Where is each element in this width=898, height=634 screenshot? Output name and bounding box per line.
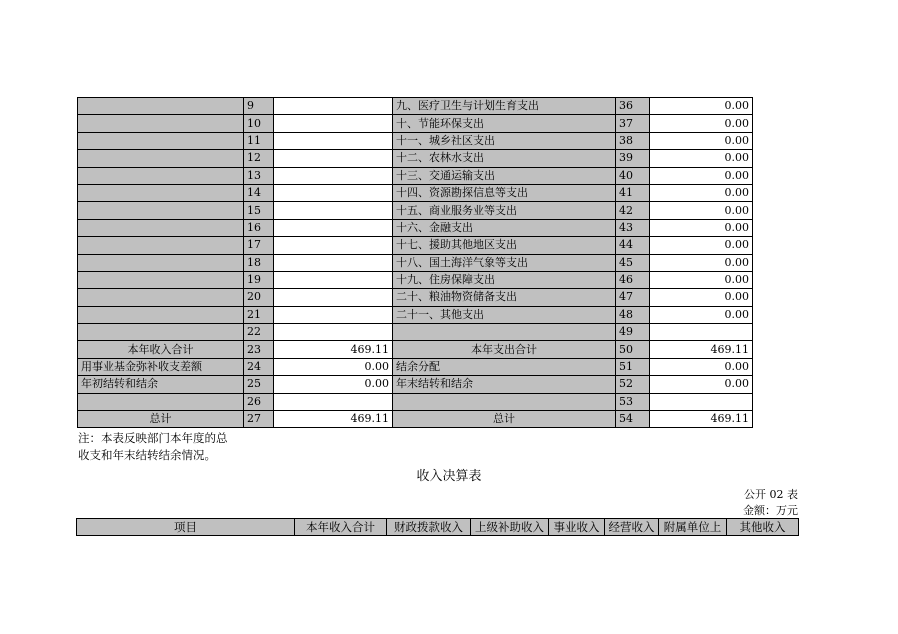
income-item-label <box>78 219 244 236</box>
income-item-label <box>78 237 244 254</box>
expenditure-amount: 0.00 <box>650 289 753 306</box>
income-line-number: 15 <box>244 202 274 219</box>
expenditure-item-label: 总计 <box>393 411 616 428</box>
column-header: 经营收入 <box>605 519 659 536</box>
income-amount <box>274 324 393 341</box>
expenditure-item-label: 十一、城乡社区支出 <box>393 132 616 149</box>
note-line-2: 收支和年末结转结余情况。 <box>78 448 216 462</box>
table-row <box>78 115 753 132</box>
table-row <box>78 341 753 358</box>
expenditure-item-label: 二十一、其他支出 <box>393 306 616 323</box>
expenditure-amount: 469.11 <box>650 411 753 428</box>
income-amount <box>274 184 393 201</box>
expenditure-amount: 0.00 <box>650 150 753 167</box>
expenditure-line-number: 40 <box>616 167 650 184</box>
expenditure-line-number: 43 <box>616 219 650 236</box>
expenditure-item-label: 结余分配 <box>393 358 616 375</box>
expenditure-item-label: 九、医疗卫生与计划生育支出 <box>393 98 616 115</box>
income-item-label <box>78 289 244 306</box>
income-amount: 0.00 <box>274 376 393 393</box>
expenditure-item-label: 年末结转和结余 <box>393 376 616 393</box>
income-amount: 0.00 <box>274 358 393 375</box>
table-row <box>78 202 753 219</box>
expenditure-item-label: 十、节能环保支出 <box>393 115 616 132</box>
expenditure-line-number: 54 <box>616 411 650 428</box>
header-row <box>77 519 799 536</box>
income-table-title: 收入决算表 <box>416 469 482 484</box>
table-note <box>78 430 228 464</box>
income-line-number: 16 <box>244 219 274 236</box>
income-item-label <box>78 393 244 410</box>
income-item-label: 年初结转和结余 <box>78 376 244 393</box>
income-amount <box>274 132 393 149</box>
expenditure-amount: 0.00 <box>650 184 753 201</box>
expenditure-amount: 0.00 <box>650 358 753 375</box>
expenditure-amount <box>650 393 753 410</box>
expenditure-line-number: 51 <box>616 358 650 375</box>
column-header: 财政拨款收入 <box>387 519 471 536</box>
table-row <box>78 167 753 184</box>
table-row <box>78 184 753 201</box>
column-header: 其他收入 <box>727 519 799 536</box>
income-item-label <box>78 202 244 219</box>
income-amount <box>274 219 393 236</box>
income-item-label <box>78 150 244 167</box>
table-row <box>78 132 753 149</box>
income-amount <box>274 393 393 410</box>
expenditure-amount: 0.00 <box>650 254 753 271</box>
income-item-label <box>78 184 244 201</box>
expenditure-amount: 469.11 <box>650 341 753 358</box>
income-line-number: 19 <box>244 271 274 288</box>
expenditure-amount: 0.00 <box>650 376 753 393</box>
table-row <box>78 150 753 167</box>
income-item-label: 总计 <box>78 411 244 428</box>
income-item-label: 用事业基金弥补收支差额 <box>78 358 244 375</box>
income-amount: 469.11 <box>274 341 393 358</box>
table-row <box>78 219 753 236</box>
income-amount <box>274 167 393 184</box>
note-line-1: 注：本表反映部门本年度的总 <box>78 431 228 445</box>
income-item-label <box>78 115 244 132</box>
expenditure-amount: 0.00 <box>650 132 753 149</box>
table-row <box>78 306 753 323</box>
table-row <box>78 324 753 341</box>
income-item-label <box>78 324 244 341</box>
income-line-number: 13 <box>244 167 274 184</box>
income-amount: 469.11 <box>274 411 393 428</box>
income-line-number: 21 <box>244 306 274 323</box>
table-row <box>78 411 753 428</box>
expenditure-line-number: 45 <box>616 254 650 271</box>
table-row <box>78 393 753 410</box>
income-amount <box>274 98 393 115</box>
expenditure-amount: 0.00 <box>650 115 753 132</box>
income-item-label <box>78 167 244 184</box>
income-line-number: 17 <box>244 237 274 254</box>
expenditure-line-number: 44 <box>616 237 650 254</box>
expenditure-line-number: 39 <box>616 150 650 167</box>
column-header: 事业收入 <box>549 519 605 536</box>
income-item-label <box>78 306 244 323</box>
expenditure-amount: 0.00 <box>650 98 753 115</box>
expenditure-item-label <box>393 393 616 410</box>
expenditure-amount: 0.00 <box>650 219 753 236</box>
income-amount <box>274 254 393 271</box>
income-line-number: 24 <box>244 358 274 375</box>
expenditure-line-number: 41 <box>616 184 650 201</box>
income-table-header <box>76 518 799 536</box>
expenditure-amount <box>650 324 753 341</box>
expenditure-line-number: 46 <box>616 271 650 288</box>
income-line-number: 18 <box>244 254 274 271</box>
expenditure-line-number: 49 <box>616 324 650 341</box>
expenditure-item-label: 十三、交通运输支出 <box>393 167 616 184</box>
expenditure-item-label: 十五、商业服务业等支出 <box>393 202 616 219</box>
income-item-label <box>78 254 244 271</box>
expenditure-item-label: 本年支出合计 <box>393 341 616 358</box>
income-item-label <box>78 132 244 149</box>
form-number: 公开 02 表 <box>744 488 798 501</box>
income-line-number: 27 <box>244 411 274 428</box>
column-header: 本年收入合计 <box>295 519 387 536</box>
column-header: 项目 <box>77 519 295 536</box>
expenditure-line-number: 42 <box>616 202 650 219</box>
amount-unit: 金额：万元 <box>743 504 798 517</box>
expenditure-item-label <box>393 324 616 341</box>
expenditure-item-label: 十七、援助其他地区支出 <box>393 237 616 254</box>
expenditure-amount: 0.00 <box>650 202 753 219</box>
expenditure-item-label: 十四、资源勘探信息等支出 <box>393 184 616 201</box>
income-line-number: 23 <box>244 341 274 358</box>
income-amount <box>274 115 393 132</box>
expenditure-line-number: 38 <box>616 132 650 149</box>
expenditure-line-number: 36 <box>616 98 650 115</box>
expenditure-line-number: 50 <box>616 341 650 358</box>
income-line-number: 22 <box>244 324 274 341</box>
expenditure-item-label: 十九、住房保障支出 <box>393 271 616 288</box>
expenditure-amount: 0.00 <box>650 306 753 323</box>
income-item-label: 本年收入合计 <box>78 341 244 358</box>
expenditure-line-number: 37 <box>616 115 650 132</box>
expenditure-line-number: 52 <box>616 376 650 393</box>
expenditure-line-number: 53 <box>616 393 650 410</box>
expenditure-item-label: 十六、金融支出 <box>393 219 616 236</box>
table-row <box>78 237 753 254</box>
table-row <box>78 376 753 393</box>
table-row <box>78 358 753 375</box>
income-amount <box>274 271 393 288</box>
table-row <box>78 271 753 288</box>
income-line-number: 25 <box>244 376 274 393</box>
income-amount <box>274 289 393 306</box>
expenditure-item-label: 二十、粮油物资储备支出 <box>393 289 616 306</box>
table-row <box>78 254 753 271</box>
income-line-number: 14 <box>244 184 274 201</box>
expenditure-amount: 0.00 <box>650 271 753 288</box>
table-row <box>78 289 753 306</box>
income-line-number: 12 <box>244 150 274 167</box>
income-item-label <box>78 271 244 288</box>
income-line-number: 11 <box>244 132 274 149</box>
income-line-number: 9 <box>244 98 274 115</box>
column-header: 附属单位上 <box>659 519 727 536</box>
income-line-number: 10 <box>244 115 274 132</box>
table-body <box>78 98 753 428</box>
expenditure-line-number: 47 <box>616 289 650 306</box>
expenditure-item-label: 十二、农林水支出 <box>393 150 616 167</box>
column-header: 上级补助收入 <box>471 519 549 536</box>
income-item-label <box>78 98 244 115</box>
income-amount <box>274 202 393 219</box>
income-line-number: 26 <box>244 393 274 410</box>
expenditure-amount: 0.00 <box>650 237 753 254</box>
expenditure-line-number: 48 <box>616 306 650 323</box>
expenditure-item-label: 十八、国土海洋气象等支出 <box>393 254 616 271</box>
income-expenditure-table <box>77 97 753 428</box>
income-line-number: 20 <box>244 289 274 306</box>
table-row <box>78 98 753 115</box>
expenditure-amount: 0.00 <box>650 167 753 184</box>
income-amount <box>274 237 393 254</box>
income-amount <box>274 306 393 323</box>
income-amount <box>274 150 393 167</box>
